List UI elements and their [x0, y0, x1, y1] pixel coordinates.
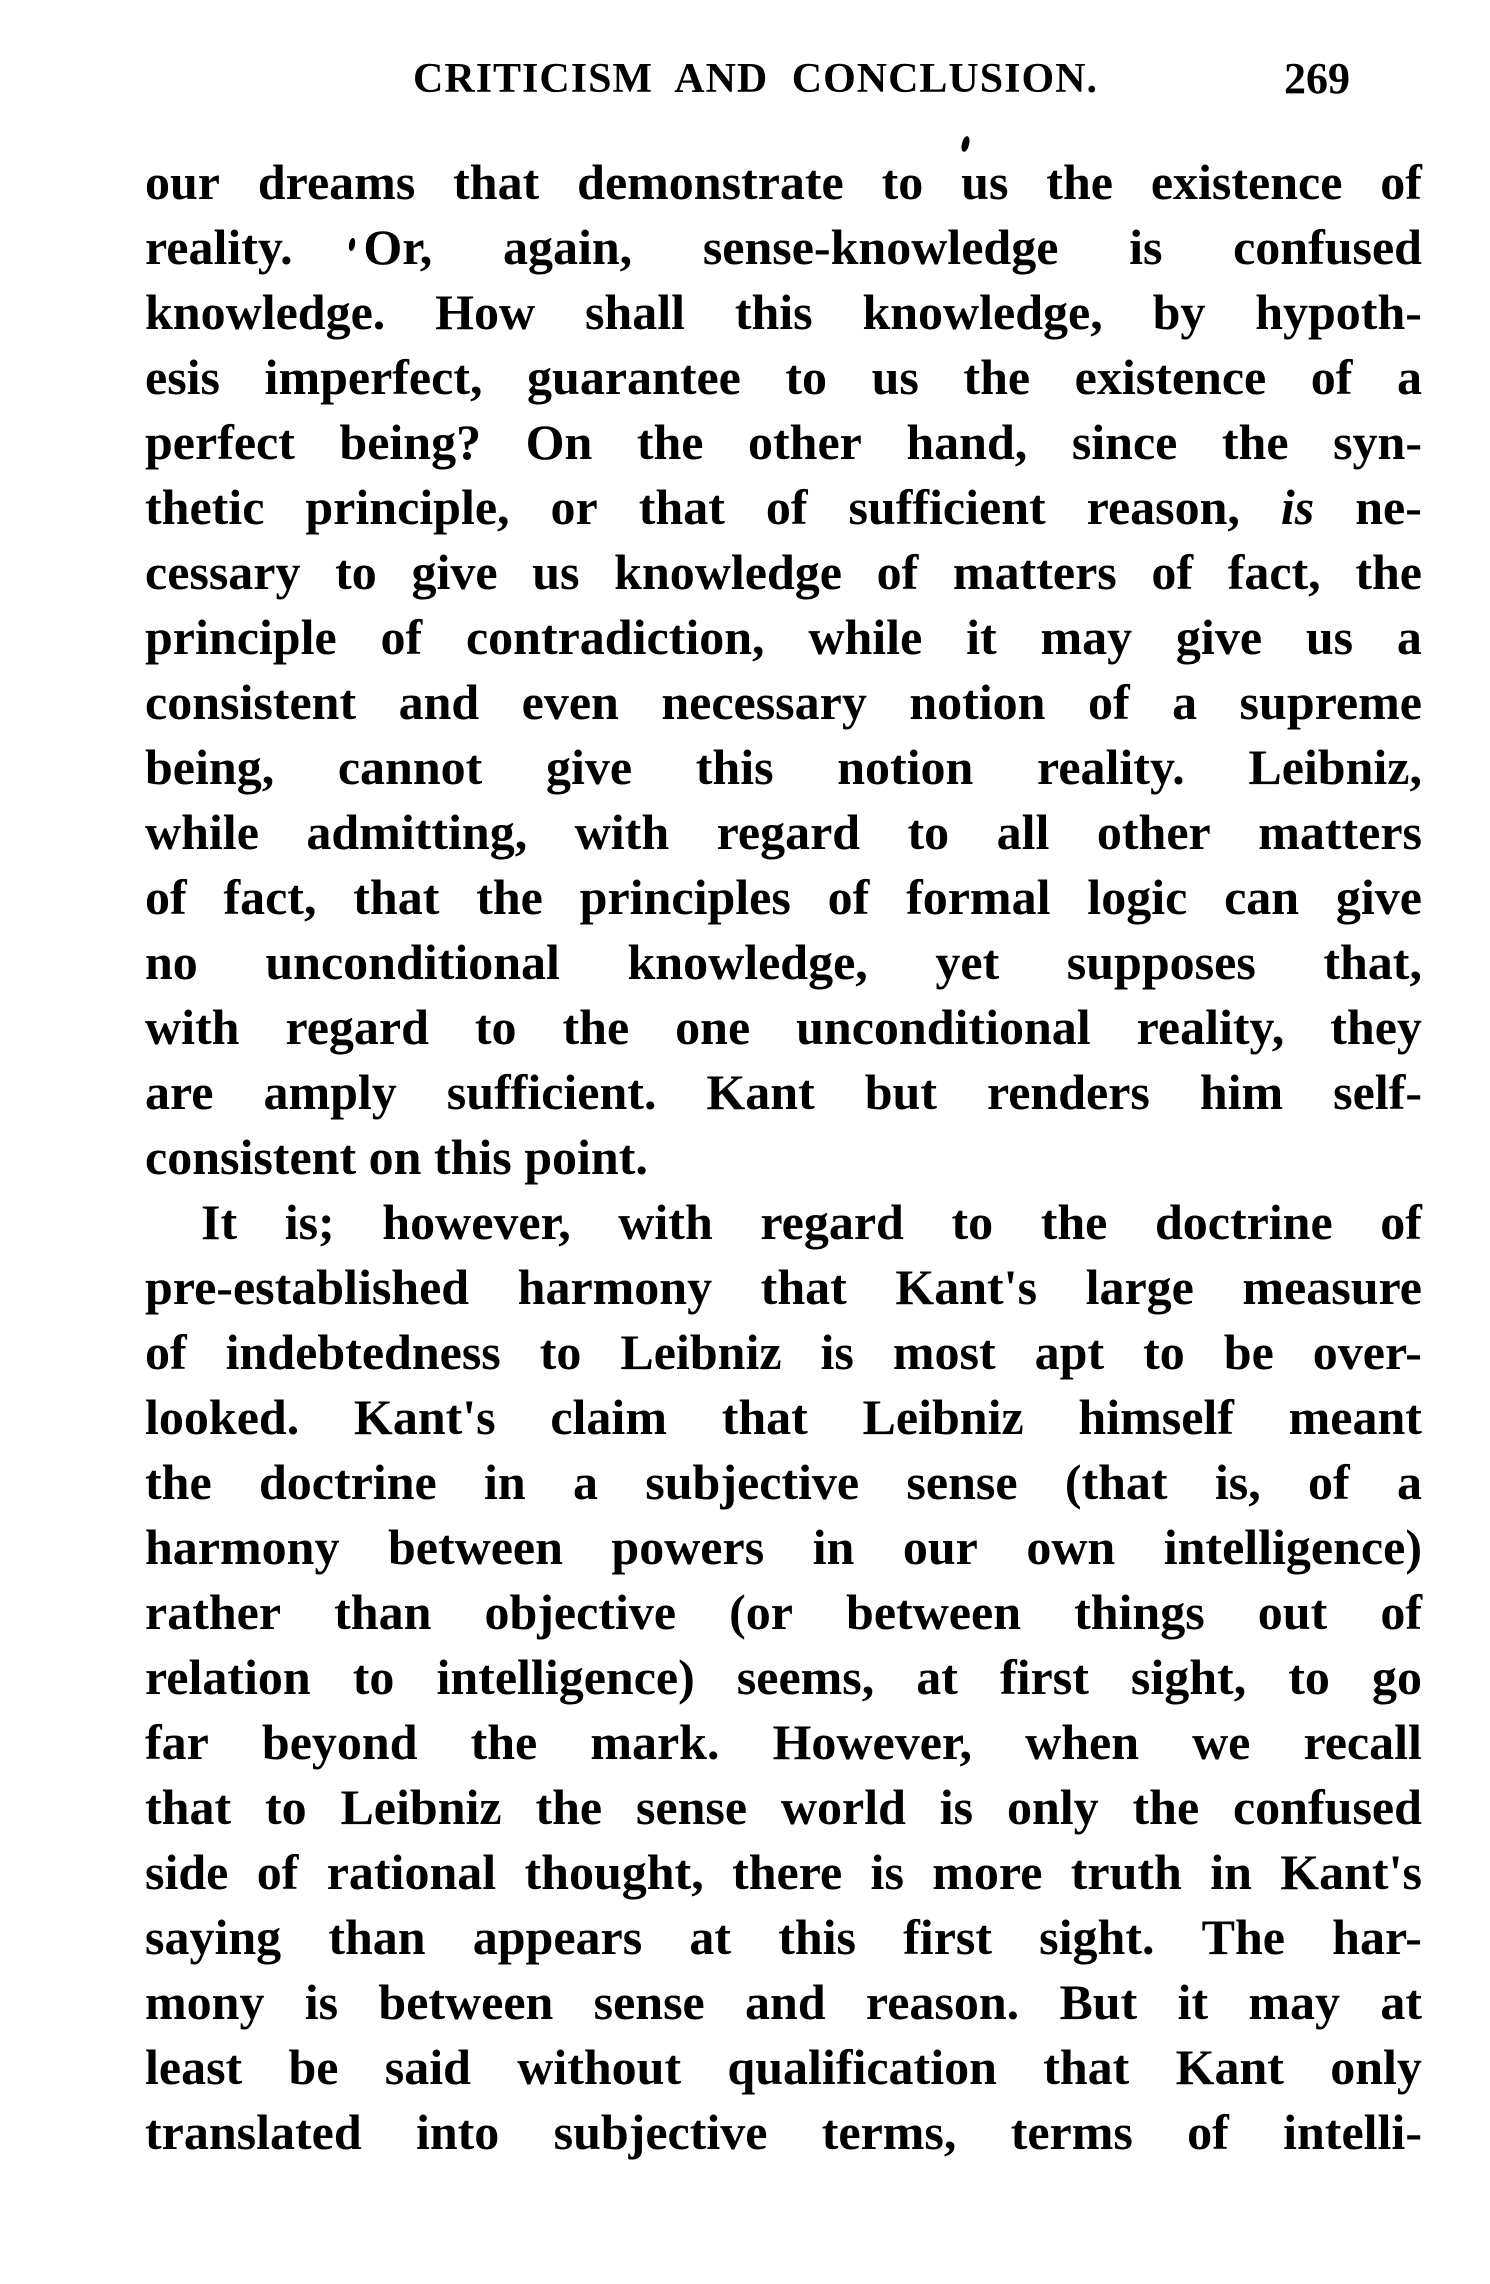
text-line: It is; however, with regard to the doctrine of	[201, 1194, 1422, 1250]
page-body	[145, 150, 1422, 2165]
text-line: are amply sufficient. Kant but renders him self-	[145, 1064, 1422, 1120]
text-line: reality. Or, again, sense-knowledge is confused	[145, 219, 1422, 275]
text-line: pre-established harmony that Kant's large measure	[145, 1259, 1422, 1315]
text-line: harmony between powers in our own intelligence)	[145, 1519, 1422, 1575]
text-line: no unconditional knowledge, yet supposes that,	[145, 934, 1422, 990]
page-number: 269	[1284, 54, 1350, 103]
running-title: CRITICISM AND CONCLUSION.	[413, 56, 1098, 102]
text-line: perfect being? On the other hand, since the syn-	[145, 414, 1422, 470]
text-line: being, cannot give this notion reality. Leibniz,	[145, 739, 1422, 795]
text-line: knowledge. How shall this knowledge, by hypoth-	[145, 284, 1422, 340]
text-line: of indebtedness to Leibniz is most apt to be over-	[145, 1324, 1422, 1380]
text-line: principle of contradiction, while it may give us a	[145, 609, 1422, 665]
page-header	[145, 55, 1422, 103]
text-line: far beyond the mark. However, when we recall	[145, 1714, 1422, 1770]
text-line: mony is between sense and reason. But it may at	[145, 1974, 1422, 2030]
text-line: with regard to the one unconditional reality, they	[145, 999, 1422, 1055]
text-line: of fact, that the principles of formal logic can give	[145, 869, 1422, 925]
text-line: consistent and even necessary notion of a supreme	[145, 674, 1422, 730]
text-line: relation to intelligence) seems, at first sight, to go	[145, 1649, 1422, 1705]
text-line: least be said without qualification that Kant only	[145, 2039, 1422, 2095]
text-line: thetic principle, or that of sufficient reason, is ne-	[145, 479, 1422, 535]
text-line: translated into subjective terms, terms of intelli-	[145, 2104, 1422, 2160]
text-line: cessary to give us knowledge of matters of fact, the	[145, 544, 1422, 600]
text-line: that to Leibniz the sense world is only the confused	[145, 1779, 1422, 1835]
text-line: the doctrine in a subjective sense (that is, of a	[145, 1454, 1422, 1510]
text-line: esis imperfect, guarantee to us the existence of a	[145, 349, 1422, 405]
text-line: consistent on this point.	[145, 1129, 648, 1185]
text-line: looked. Kant's claim that Leibniz himself meant	[145, 1389, 1422, 1445]
text-line: our dreams that demonstrate to us the existence of	[145, 154, 1422, 210]
text-line: saying than appears at this first sight. The har-	[145, 1909, 1422, 1965]
text-line: while admitting, with regard to all other matters	[145, 804, 1422, 860]
text-line: rather than objective (or between things out of	[145, 1584, 1422, 1640]
text-line: side of rational thought, there is more truth in Kant's	[145, 1844, 1422, 1900]
